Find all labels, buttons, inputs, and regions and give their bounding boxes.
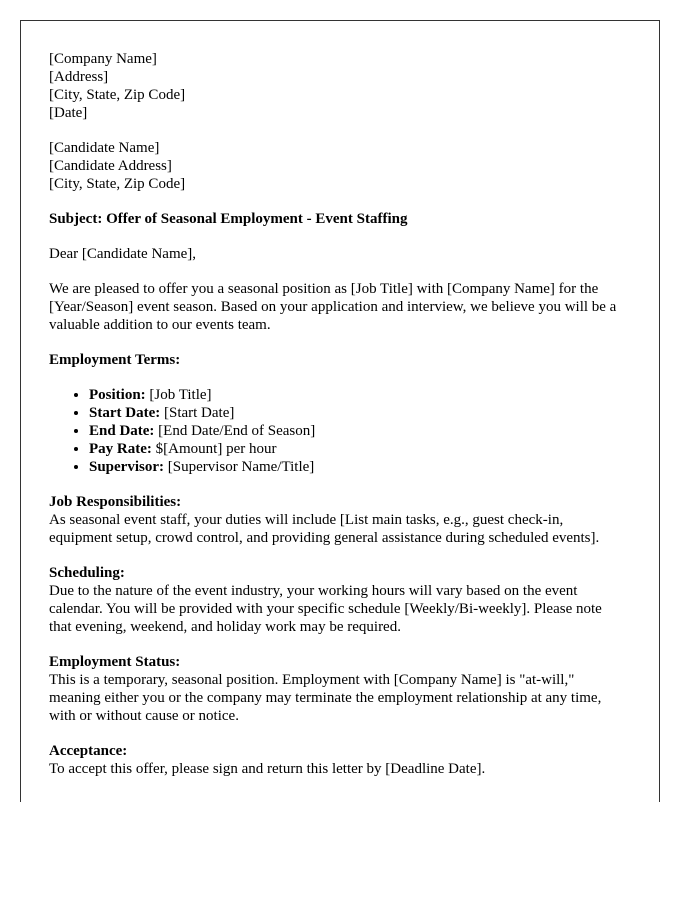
section-text: As seasonal event staff, your duties will include [List main tasks, e.g., guest check-in, equipment setup, crowd control, and providing general assistance during scheduled events]. [49,512,600,546]
list-item [89,458,625,476]
letter-page [20,20,660,802]
sender-city: [City, State, Zip Code] [49,87,186,103]
section-heading: Job Responsibilities: [49,494,182,510]
section-text: To accept this offer, please sign and return this letter by [Deadline Date]. [49,761,486,777]
letter-date: [Date] [49,105,88,121]
section-scheduling [49,564,625,636]
list-item [89,404,625,422]
term-value: [Start Date] [160,405,235,421]
term-value: $[Amount] per hour [151,441,277,457]
recipient-block [49,139,625,193]
term-label: Position: [89,387,146,403]
section-responsibilities [49,493,625,547]
term-value: [Job Title] [145,387,212,403]
term-label: End Date: [89,423,155,439]
list-item [89,440,625,458]
sender-address: [Address] [49,69,109,85]
list-item [89,422,625,440]
section-acceptance [49,742,625,778]
section-text: This is a temporary, seasonal position. Employment with [Company Name] is "at-will," meaning either you or the company may terminate the employment relationship at any time, with or without cause or notice. [49,672,602,724]
term-value: [Supervisor Name/Title] [164,459,315,475]
salutation: Dear [Candidate Name], [49,246,197,262]
sender-block [49,50,625,122]
recipient-city: [City, State, Zip Code] [49,176,186,192]
list-item [89,386,625,404]
section-text: Due to the nature of the event industry, your working hours will vary based on the event calendar. You will be provided with your specific schedule [Weekly/Bi-weekly]. Please note that evening, weekend, and holiday work may be required. [49,583,602,635]
intro-paragraph: We are pleased to offer you a seasonal position as [Job Title] with [Company Name] for the [Year/Season] event season. Based on your application and interview, we believe you will be a valuable addition to our events team. [49,281,617,333]
term-label: Supervisor: [89,459,164,475]
term-value: [End Date/End of Season] [154,423,316,439]
recipient-address: [Candidate Address] [49,158,172,174]
section-heading: Scheduling: [49,565,125,581]
terms-heading: Employment Terms: [49,352,181,368]
term-label: Start Date: [89,405,161,421]
recipient-name: [Candidate Name] [49,140,160,156]
term-label: Pay Rate: [89,441,152,457]
section-status [49,653,625,725]
sender-company: [Company Name] [49,51,157,67]
terms-list [49,386,625,476]
section-heading: Acceptance: [49,743,128,759]
subject-line: Subject: Offer of Seasonal Employment - Event Staffing [49,211,408,227]
section-heading: Employment Status: [49,654,181,670]
